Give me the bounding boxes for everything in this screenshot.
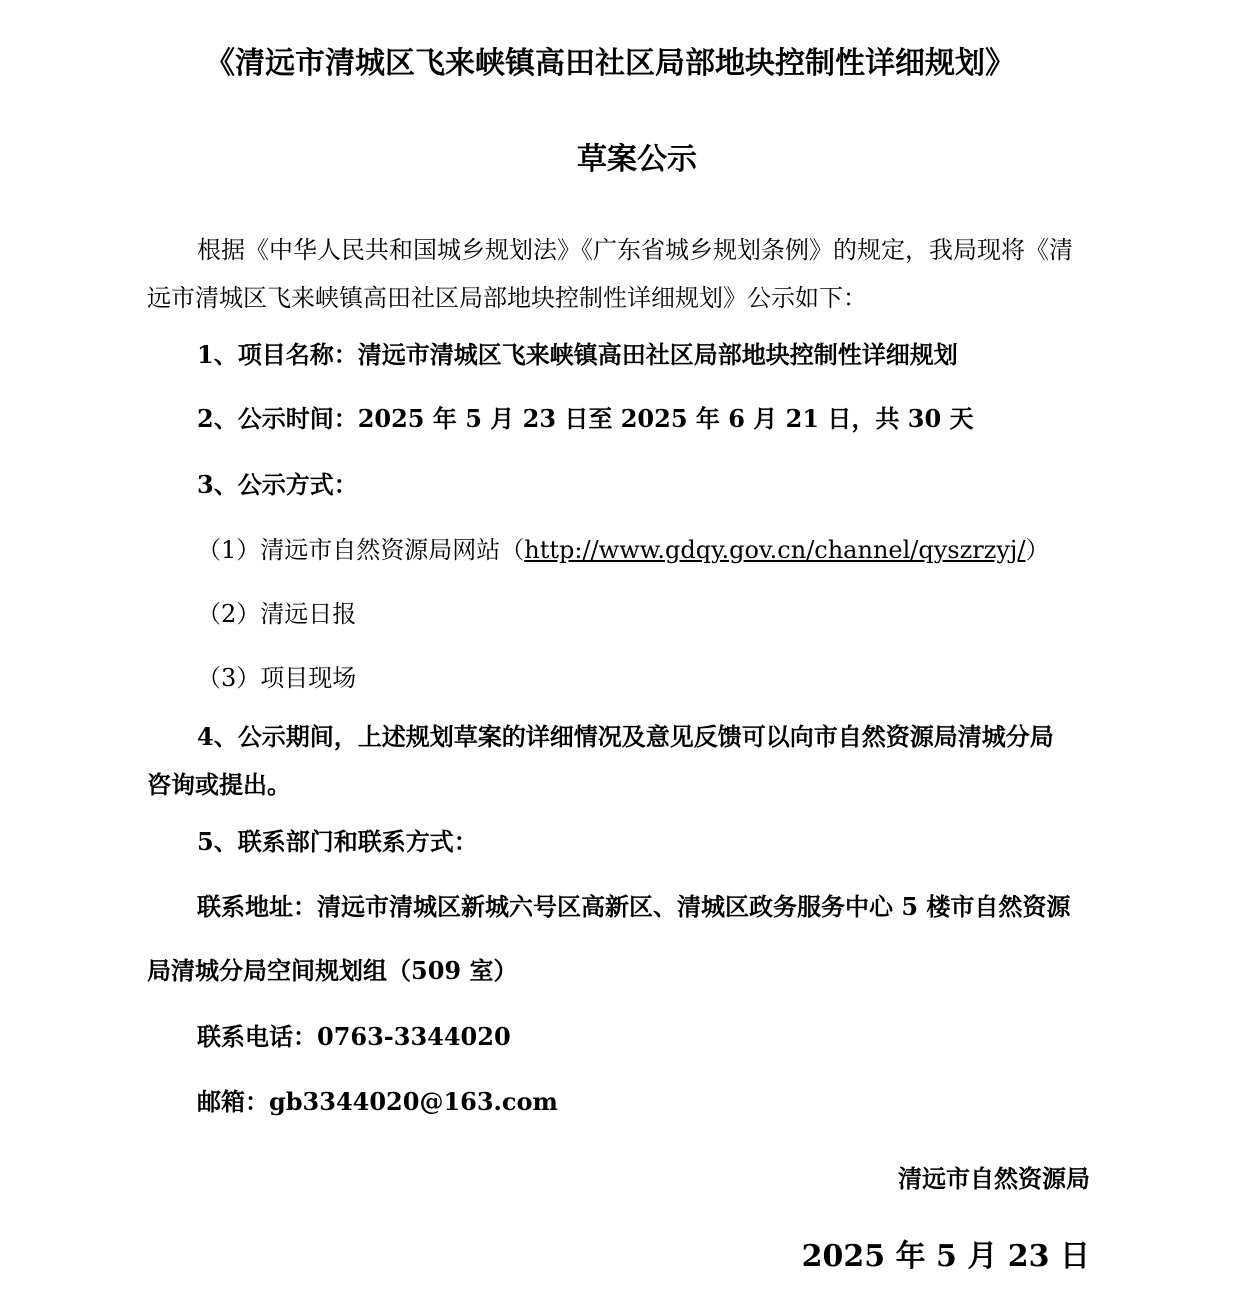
method-website-prefix: （1）清远市自然资源局网站（ xyxy=(197,536,525,564)
method-website-suffix: ） xyxy=(1025,536,1050,564)
contact-email: 邮箱：gb3344020@163.com xyxy=(197,1087,558,1116)
item-publicity-time: 2、公示时间：2025 年 5 月 23 日至 2025 年 6 月 21 日，共 30 天 xyxy=(197,404,974,433)
contact-address-line-2: 局清城分局空间规划组（509 室） xyxy=(147,956,518,985)
method-newspaper: （2）清远日报 xyxy=(197,600,357,628)
item-project-name: 1、项目名称：清远市清城区飞来峡镇高田社区局部地块控制性详细规划 xyxy=(197,340,958,369)
method-website xyxy=(197,534,1049,566)
item-contact-heading: 5、联系部门和联系方式： xyxy=(197,827,478,856)
intro-line-2: 远市清城区飞来峡镇高田社区局部地块控制性详细规划》公示如下： xyxy=(147,284,867,312)
method-site: （3）项目现场 xyxy=(197,664,357,692)
contact-address-line-1: 联系地址：清远市清城区新城六号区高新区、清城区政务服务中心 5 楼市自然资源 xyxy=(197,892,1071,921)
signature-org: 清远市自然资源局 xyxy=(898,1164,1090,1193)
signature-date: 2025 年 5 月 23 日 xyxy=(801,1239,1090,1274)
contact-phone: 联系电话：0763-3344020 xyxy=(197,1022,511,1051)
title-line-2: 草案公示 xyxy=(577,142,697,177)
item-feedback-line-2: 咨询或提出。 xyxy=(147,770,291,799)
item-feedback-line-1: 4、公示期间，上述规划草案的详细情况及意见反馈可以向市自然资源局清城分局 xyxy=(197,722,1054,751)
website-link[interactable]: http://www.gdqy.gov.cn/channel/qyszrzyj/ xyxy=(524,536,1026,564)
item-publicity-method: 3、公示方式： xyxy=(197,470,358,499)
title-line-1: 《清远市清城区飞来峡镇高田社区局部地块控制性详细规划》 xyxy=(205,46,1015,81)
intro-line-1: 根据《中华人民共和国城乡规划法》《广东省城乡规划条例》的规定，我局现将《清 xyxy=(197,236,1073,264)
